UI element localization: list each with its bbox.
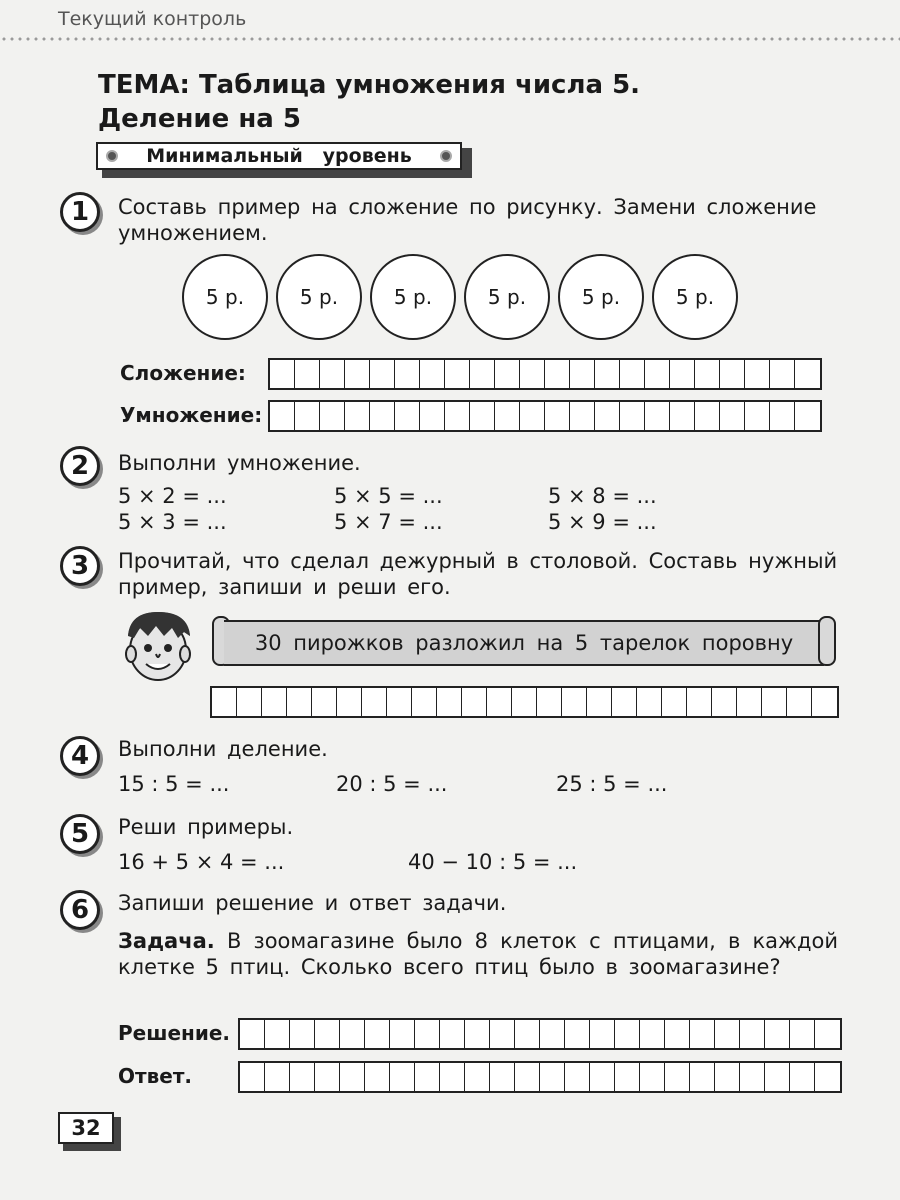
example: 5 × 2 = ... [118,484,227,508]
answer-cell[interactable] [365,1020,390,1048]
problem-text: В зоомагазине было 8 клеток с птицами, в каждой клетке 5 птиц. Сколько всего птиц было в зоомагазине? [118,929,838,979]
bullet-icon [440,150,452,162]
answer-cell[interactable] [495,360,520,388]
solution-label: Решение. [118,1021,231,1045]
task2-examples [118,483,657,535]
task5-text: Реши примеры. [118,815,294,839]
task6-text: Запиши решение и ответ задачи. [118,891,507,915]
answer-cell[interactable] [520,360,545,388]
answer-cell[interactable] [790,1063,815,1091]
answer-cell[interactable] [340,1020,365,1048]
answer-cell[interactable] [490,1020,515,1048]
answer-cell[interactable] [265,1063,290,1091]
answer-cell[interactable] [695,360,720,388]
answer-cell[interactable] [495,402,520,430]
topic-line-1: ТЕМА: Таблица умножения числа 5. [98,70,641,100]
multiplication-label: Умножение: [120,403,263,427]
answer-cell[interactable] [762,688,787,716]
solution-answer-grid[interactable] [238,1018,842,1050]
answer-cell[interactable] [620,360,645,388]
topic-title [98,68,640,136]
answer-cell[interactable] [687,688,712,716]
task-number-6: 6 [60,890,100,930]
answer-cell[interactable] [720,360,745,388]
answer-cell[interactable] [415,1020,440,1048]
answer-cell[interactable] [390,1020,415,1048]
answer-cell[interactable] [587,688,612,716]
task3-text: Прочитай, что сделал дежурный в столовой. Составь нужный пример, запиши и реши его. [118,549,838,599]
answer-cell[interactable] [745,402,770,430]
answer-cell[interactable] [362,688,387,716]
example: 16 + 5 × 4 = ... [118,850,285,874]
example: 5 × 3 = ... [118,510,227,534]
answer-cell[interactable] [737,688,762,716]
example: 5 × 5 = ... [334,484,443,508]
answer-cell[interactable] [212,688,237,716]
answer-cell[interactable] [437,688,462,716]
answer-cell[interactable] [337,688,362,716]
coin: 5 р. [276,254,362,340]
answer-cell[interactable] [537,688,562,716]
level-label: Минимальный уровень [146,145,412,167]
answer-cell[interactable] [370,360,395,388]
answer-cell[interactable] [690,1020,715,1048]
answer-cell[interactable] [715,1020,740,1048]
answer-cell[interactable] [640,1063,665,1091]
answer-cell[interactable] [590,1020,615,1048]
level-badge [96,142,472,178]
answer-cell[interactable] [515,1020,540,1048]
answer-cell[interactable] [387,688,412,716]
task-number-4: 4 [60,736,100,776]
answer-cell[interactable] [740,1063,765,1091]
answer-cell[interactable] [315,1020,340,1048]
answer-cell[interactable] [420,402,445,430]
answer-cell[interactable] [690,1063,715,1091]
answer-cell[interactable] [765,1020,790,1048]
answer-cell[interactable] [465,1020,490,1048]
answer-cell[interactable] [287,688,312,716]
answer-cell[interactable] [295,402,320,430]
answer-cell[interactable] [545,360,570,388]
answer-cell[interactable] [395,360,420,388]
coin: 5 р. [558,254,644,340]
answer-cell[interactable] [390,1063,415,1091]
coin: 5 р. [652,254,738,340]
answer-cell[interactable] [270,360,295,388]
answer-cell[interactable] [290,1020,315,1048]
answer-cell[interactable] [645,360,670,388]
example: 40 − 10 : 5 = ... [408,850,578,874]
answer-cell[interactable] [540,1063,565,1091]
coin: 5 р. [182,254,268,340]
page-number: 32 [58,1112,114,1144]
answer-cell[interactable] [637,688,662,716]
answer-cell[interactable] [795,402,820,430]
answer-cell[interactable] [470,402,495,430]
task5-examples [118,850,577,874]
answer-cell[interactable] [570,360,595,388]
answer-cell[interactable] [570,402,595,430]
answer-cell[interactable] [487,688,512,716]
answer-cell[interactable] [240,1020,265,1048]
task-number-1: 1 [60,192,100,232]
answer-cell[interactable] [290,1063,315,1091]
answer-cell[interactable] [345,402,370,430]
answer-cell[interactable] [295,360,320,388]
answer-cell[interactable] [312,688,337,716]
answer-cell[interactable] [620,402,645,430]
answer-cell[interactable] [462,688,487,716]
answer-cell[interactable] [612,688,637,716]
page-header: Текущий контроль [58,8,247,30]
answer-cell[interactable] [695,402,720,430]
boy-face-icon [118,606,198,686]
answer-cell[interactable] [412,688,437,716]
answer-cell[interactable] [515,1063,540,1091]
answer-cell[interactable] [520,402,545,430]
coin: 5 р. [370,254,456,340]
answer-cell[interactable] [420,360,445,388]
example: 25 : 5 = ... [556,772,668,796]
answer-cell[interactable] [715,1063,740,1091]
answer-cell[interactable] [720,402,745,430]
answer-cell[interactable] [565,1063,590,1091]
example: 15 : 5 = ... [118,772,230,796]
task-number-3: 3 [60,546,100,586]
answer-cell[interactable] [395,402,420,430]
answer-cell[interactable] [262,688,287,716]
task3-answer-grid[interactable] [210,686,839,718]
answer-cell[interactable] [670,402,695,430]
answer-label: Ответ. [118,1064,193,1088]
answer-cell[interactable] [440,1063,465,1091]
answer-cell[interactable] [645,402,670,430]
answer-cell[interactable] [740,1020,765,1048]
answer-grid[interactable] [238,1061,842,1093]
task-number-2: 2 [60,446,100,486]
answer-cell[interactable] [415,1063,440,1091]
bullet-icon [106,150,118,162]
answer-cell[interactable] [595,402,620,430]
task-number-5: 5 [60,814,100,854]
answer-cell[interactable] [445,402,470,430]
task4-text: Выполни деление. [118,737,328,761]
answer-cell[interactable] [745,360,770,388]
answer-cell[interactable] [365,1063,390,1091]
answer-cell[interactable] [545,402,570,430]
answer-cell[interactable] [240,1063,265,1091]
addition-label: Сложение: [120,361,246,385]
answer-cell[interactable] [812,688,837,716]
multiplication-answer-grid[interactable] [268,400,822,432]
answer-cell[interactable] [512,688,537,716]
page-number-box [58,1112,118,1148]
answer-cell[interactable] [270,402,295,430]
answer-cell[interactable] [815,1063,840,1091]
topic-line-2: Деление на 5 [98,104,301,134]
coins-row [182,254,738,340]
answer-cell[interactable] [237,688,262,716]
answer-cell[interactable] [590,1063,615,1091]
coin: 5 р. [464,254,550,340]
answer-cell[interactable] [490,1063,515,1091]
answer-cell[interactable] [787,688,812,716]
answer-cell[interactable] [340,1063,365,1091]
answer-cell[interactable] [562,688,587,716]
answer-cell[interactable] [665,1020,690,1048]
answer-cell[interactable] [540,1020,565,1048]
answer-cell[interactable] [615,1020,640,1048]
problem-label: Задача. [118,929,215,953]
task1-text: Составь пример на сложение по рисунку. Замени сложение умножением. [118,195,817,245]
banner-text: 30 пирожков разложил на 5 тарелок поровну [224,620,824,666]
answer-cell[interactable] [770,402,795,430]
answer-cell[interactable] [345,360,370,388]
task2-text: Выполни умножение. [118,451,361,475]
task3-banner [212,612,836,672]
answer-cell[interactable] [265,1020,290,1048]
answer-cell[interactable] [815,1020,840,1048]
example: 5 × 8 = ... [548,484,657,508]
task6-problem [118,928,838,980]
answer-cell[interactable] [370,402,395,430]
answer-cell[interactable] [770,360,795,388]
example: 5 × 7 = ... [334,510,443,534]
answer-cell[interactable] [595,360,620,388]
answer-cell[interactable] [320,402,345,430]
answer-cell[interactable] [440,1020,465,1048]
answer-cell[interactable] [790,1020,815,1048]
answer-cell[interactable] [640,1020,665,1048]
answer-cell[interactable] [765,1063,790,1091]
answer-cell[interactable] [465,1063,490,1091]
header-divider [0,36,900,42]
answer-cell[interactable] [662,688,687,716]
answer-cell[interactable] [470,360,495,388]
example: 5 × 9 = ... [548,510,657,534]
answer-cell[interactable] [315,1063,340,1091]
answer-cell[interactable] [665,1063,690,1091]
answer-cell[interactable] [615,1063,640,1091]
answer-cell[interactable] [670,360,695,388]
answer-cell[interactable] [445,360,470,388]
task4-examples [118,772,667,796]
answer-cell[interactable] [320,360,345,388]
answer-cell[interactable] [712,688,737,716]
answer-cell[interactable] [565,1020,590,1048]
example: 20 : 5 = ... [336,772,448,796]
answer-cell[interactable] [795,360,820,388]
addition-answer-grid[interactable] [268,358,822,390]
